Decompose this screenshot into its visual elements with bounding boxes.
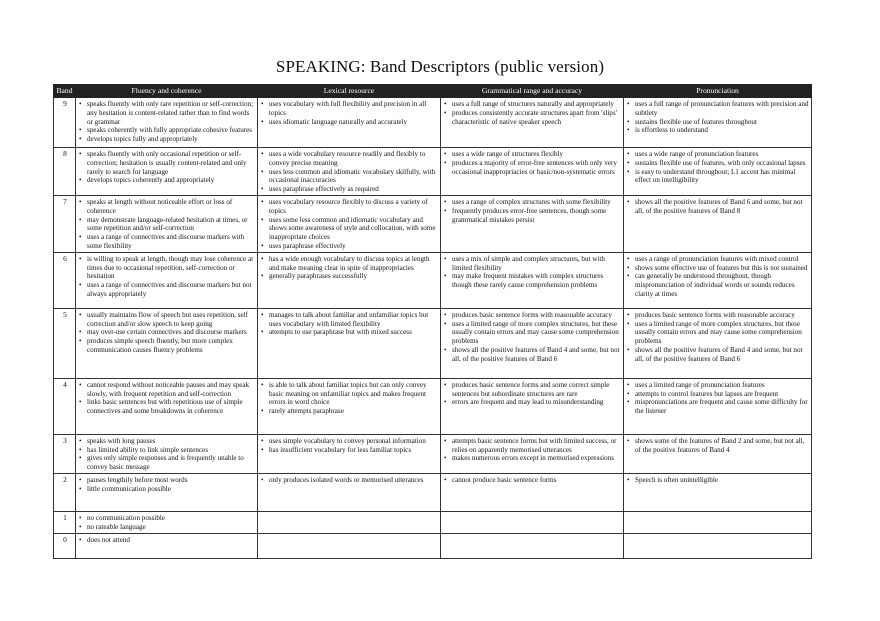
descriptor-item: • produces basic sentence forms with reasonable accuracy <box>444 311 621 320</box>
table-row <box>54 98 812 148</box>
descriptor-item: • is able to talk about familiar topics but can only convey basic meaning on unfamiliar topics and makes frequent errors in word choice <box>261 381 438 407</box>
descriptor-item: • produces basic sentence forms and some correct simple sentences but subordinate structures are rare <box>444 381 621 399</box>
descriptor-item: • generally paraphrases successfully <box>261 272 438 281</box>
descriptor-item: • uses some less common and idiomatic vocabulary and shows some awareness of style and collocation, with some inappropriate choices <box>261 216 438 242</box>
descriptor-item: • is easy to understand throughout; L1 accent has minimal effect on intelligibility <box>627 168 809 186</box>
descriptor-item: • cannot respond without noticeable pauses and may speak slowly, with frequent repetition and self-correction <box>79 381 255 399</box>
cell-grammar <box>441 434 624 473</box>
descriptor-list <box>627 476 809 485</box>
table-body <box>54 98 812 559</box>
cell-fluency <box>76 378 258 434</box>
descriptor-item: • no rateable language <box>79 523 255 532</box>
band-number: 1 <box>54 511 76 533</box>
cell-grammar <box>441 196 624 253</box>
descriptor-list <box>261 150 438 194</box>
descriptor-list <box>627 100 809 135</box>
descriptor-item: • little communication possible <box>79 485 255 494</box>
descriptor-list <box>79 255 255 299</box>
band-descriptors-table <box>53 84 812 559</box>
band-number: 0 <box>54 533 76 558</box>
descriptor-item: • may make frequent mistakes with complex structures though these rarely cause comprehension problems <box>444 272 621 290</box>
cell-fluency <box>76 473 258 511</box>
descriptor-item: • uses simple vocabulary to convey personal information <box>261 437 438 446</box>
descriptor-item: • produces consistently accurate structures apart from 'slips' characteristic of native speaker speech <box>444 109 621 127</box>
descriptor-item: • speaks fluently with only occasional repetition or self-correction; hesitation is usually content-related and only rarely to search for language <box>79 150 255 176</box>
table-row <box>54 252 812 308</box>
band-number: 3 <box>54 434 76 473</box>
descriptor-item: • Speech is often unintelligible <box>627 476 809 485</box>
cell-pronunciation <box>624 378 812 434</box>
descriptor-item: • attempts basic sentence forms but with limited success, or relies on apparently memorised utterances <box>444 437 621 455</box>
descriptor-item: • frequently produces error-free sentences, though some grammatical mistakes persist <box>444 207 621 225</box>
descriptor-item: • uses a wide range of pronunciation features <box>627 150 809 159</box>
table-row <box>54 511 812 533</box>
page-title: SPEAKING: Band Descriptors (public version) <box>275 57 605 76</box>
descriptor-list <box>261 381 438 416</box>
cell-pronunciation <box>624 308 812 378</box>
cell-grammar <box>441 378 624 434</box>
cell-pronunciation <box>624 533 812 558</box>
descriptor-list <box>444 150 621 176</box>
descriptor-item: • uses vocabulary with full flexibility and precision in all topics <box>261 100 438 118</box>
descriptor-list <box>261 476 438 485</box>
descriptor-list <box>79 536 255 545</box>
descriptor-item: • pauses lengthily before most words <box>79 476 255 485</box>
descriptor-item: • shows all the positive features of Band 4 and some, but not all, of the positive features of Band 6 <box>444 346 621 364</box>
cell-fluency <box>76 533 258 558</box>
descriptor-list <box>261 311 438 337</box>
cell-lexical <box>258 308 441 378</box>
descriptor-item: • uses idiomatic language naturally and accurately <box>261 118 438 127</box>
descriptor-item: • uses paraphrase effectively as required <box>261 185 438 194</box>
descriptor-item: • produces basic sentence forms with reasonable accuracy <box>627 311 809 320</box>
cell-pronunciation <box>624 98 812 148</box>
descriptor-list <box>627 198 809 216</box>
cell-pronunciation <box>624 196 812 253</box>
cell-fluency <box>76 98 258 148</box>
band-number: 5 <box>54 308 76 378</box>
descriptor-item: • is effortless to understand <box>627 126 809 135</box>
header-fluency: Fluency and coherence <box>76 85 258 98</box>
descriptor-list <box>79 100 255 144</box>
descriptor-item: • uses less common and idiomatic vocabulary skilfully, with occasional inaccuracies <box>261 168 438 186</box>
descriptor-item: • may demonstrate language-related hesitation at times, or some repetition and/or self-correction <box>79 216 255 234</box>
cell-pronunciation <box>624 511 812 533</box>
band-number: 7 <box>54 196 76 253</box>
descriptor-list <box>627 255 809 299</box>
cell-lexical <box>258 196 441 253</box>
descriptor-item: • uses vocabulary resource flexibly to discuss a variety of topics <box>261 198 438 216</box>
cell-lexical <box>258 378 441 434</box>
descriptor-item: • may over-use certain connectives and discourse markers <box>79 328 255 337</box>
cell-grammar <box>441 473 624 511</box>
cell-lexical <box>258 473 441 511</box>
descriptor-item: • shows some of the features of Band 2 and some, but not all, of the positive features of Band 4 <box>627 437 809 455</box>
table-row <box>54 533 812 558</box>
descriptor-item: • attempts to control features but lapses are frequent <box>627 390 809 399</box>
cell-lexical <box>258 252 441 308</box>
descriptor-list <box>444 476 621 485</box>
cell-fluency <box>76 434 258 473</box>
header-pronunciation: Pronunciation <box>624 85 812 98</box>
descriptor-item: • errors are frequent and may lead to misunderstanding <box>444 398 621 407</box>
descriptor-item: • attempts to use paraphrase but with mixed success <box>261 328 438 337</box>
descriptor-item: • uses a wide vocabulary resource readily and flexibly to convey precise meaning <box>261 150 438 168</box>
header-band: Band <box>54 85 76 98</box>
cell-pronunciation <box>624 148 812 196</box>
cell-grammar <box>441 308 624 378</box>
descriptor-item: • uses a limited range of more complex structures, but these usually contain errors and may cause some comprehension problems <box>444 320 621 346</box>
descriptor-list <box>261 198 438 251</box>
descriptor-list <box>79 150 255 185</box>
descriptor-item: • uses paraphrase effectively <box>261 242 438 251</box>
cell-lexical <box>258 148 441 196</box>
descriptor-item: • rarely attempts paraphrase <box>261 407 438 416</box>
descriptor-item: • sustains flexible use of features, with only occasional lapses <box>627 159 809 168</box>
descriptor-item: • sustains flexible use of features throughout <box>627 118 809 127</box>
descriptor-item: • only produces isolated words or memorised utterances <box>261 476 438 485</box>
descriptor-list <box>627 437 809 455</box>
band-number: 4 <box>54 378 76 434</box>
descriptor-list <box>627 381 809 416</box>
descriptor-list <box>627 311 809 364</box>
descriptor-item: • uses a full range of structures naturally and appropriately <box>444 100 621 109</box>
descriptor-item: • shows some effective use of features but this is not sustained <box>627 264 809 273</box>
descriptor-list <box>444 198 621 224</box>
descriptor-item: • produces simple speech fluently, but more complex communication causes fluency problems <box>79 337 255 355</box>
descriptor-item: • shows all the positive features of Band 4 and some, but not all, of the positive features of Band 6 <box>627 346 809 364</box>
descriptor-item: • speaks fluently with only rare repetition or self-correction; any hesitation is content-related rather than to find words or grammar <box>79 100 255 126</box>
header-grammar: Grammatical range and accuracy <box>441 85 624 98</box>
cell-pronunciation <box>624 434 812 473</box>
descriptor-list <box>79 198 255 251</box>
descriptor-item: • no communication possible <box>79 514 255 523</box>
descriptor-list <box>444 311 621 364</box>
descriptor-item: • usually maintains flow of speech but uses repetition, self correction and/or slow speech to keep going <box>79 311 255 329</box>
descriptor-list <box>444 100 621 126</box>
table-row <box>54 434 812 473</box>
cell-grammar <box>441 511 624 533</box>
descriptor-item: • uses a limited range of pronunciation features <box>627 381 809 390</box>
descriptor-list <box>79 437 255 472</box>
descriptor-item: • cannot produce basic sentence forms <box>444 476 621 485</box>
descriptor-item: • speaks with long pauses <box>79 437 255 446</box>
descriptor-item: • makes numerous errors except in memorised expressions <box>444 454 621 463</box>
band-number: 8 <box>54 148 76 196</box>
cell-lexical <box>258 98 441 148</box>
descriptor-list <box>627 150 809 185</box>
descriptor-list <box>79 381 255 416</box>
table-row <box>54 378 812 434</box>
cell-pronunciation <box>624 252 812 308</box>
descriptor-item: • develops topics coherently and appropriately <box>79 176 255 185</box>
cell-grammar <box>441 98 624 148</box>
descriptor-item: • is willing to speak at length, though may lose coherence at times due to occasional repetition, self-correction or hesitation <box>79 255 255 281</box>
descriptor-item: • mispronunciations are frequent and cause some difficulty for the listener <box>627 398 809 416</box>
descriptor-item: • speaks at length without noticeable effort or loss of coherence <box>79 198 255 216</box>
descriptor-item: • speaks coherently with fully appropriate cohesive features <box>79 126 255 135</box>
descriptor-item: • can generally be understood throughout, though mispronunciation of individual words or sounds reduces clarity at times <box>627 272 809 298</box>
descriptor-item: • links basic sentences but with repetitious use of simple connectives and some breakdowns in coherence <box>79 398 255 416</box>
descriptor-item: • uses a mix of simple and complex structures, but with limited flexibility <box>444 255 621 273</box>
cell-lexical <box>258 511 441 533</box>
descriptor-list <box>444 381 621 407</box>
descriptor-item: • has a wide enough vocabulary to discuss topics at length and make meaning clear in spite of inappropriacies <box>261 255 438 273</box>
descriptor-item: • uses a range of complex structures with some flexibility <box>444 198 621 207</box>
descriptor-item: • uses a full range of pronunciation features with precision and subtlety <box>627 100 809 118</box>
descriptor-list <box>261 437 438 455</box>
descriptor-list <box>79 514 255 532</box>
cell-fluency <box>76 308 258 378</box>
band-number: 2 <box>54 473 76 511</box>
band-number: 6 <box>54 252 76 308</box>
descriptor-item: • uses a wide range of structures flexibly <box>444 150 621 159</box>
table-row <box>54 196 812 253</box>
descriptor-item: • manages to talk about familiar and unfamiliar topics but uses vocabulary with limited flexibility <box>261 311 438 329</box>
cell-pronunciation <box>624 473 812 511</box>
cell-fluency <box>76 196 258 253</box>
table-row <box>54 308 812 378</box>
cell-fluency <box>76 148 258 196</box>
descriptor-item: • uses a limited range of more complex structures, but these usually contain errors and may cause some comprehension problems <box>627 320 809 346</box>
descriptor-item: • does not attend <box>79 536 255 545</box>
descriptor-list <box>261 255 438 281</box>
descriptor-item: • gives only simple responses and is frequently unable to convey basic message <box>79 454 255 472</box>
descriptor-item: • has limited ability to link simple sentences <box>79 446 255 455</box>
header-lexical: Lexical resource <box>258 85 441 98</box>
cell-fluency <box>76 252 258 308</box>
descriptor-item: • uses a range of connectives and discourse markers with some flexibility <box>79 233 255 251</box>
cell-lexical <box>258 434 441 473</box>
descriptor-item: • produces a majority of error-free sentences with only very occasional inappropriacies or basic/non-systematic errors <box>444 159 621 177</box>
table-row <box>54 148 812 196</box>
descriptor-item: • has insufficient vocabulary for less familiar topics <box>261 446 438 455</box>
cell-grammar <box>441 533 624 558</box>
cell-grammar <box>441 252 624 308</box>
descriptor-item: • uses a range of pronunciation features with mixed control <box>627 255 809 264</box>
table-header-row <box>54 85 812 98</box>
descriptor-list <box>444 255 621 290</box>
descriptor-item: • shows all the positive features of Band 6 and some, but not all, of the positive features of Band 8 <box>627 198 809 216</box>
band-number: 9 <box>54 98 76 148</box>
cell-grammar <box>441 148 624 196</box>
descriptor-list <box>79 476 255 494</box>
descriptor-item: • develops topics fully and appropriately <box>79 135 255 144</box>
descriptor-item: • uses a range of connectives and discourse markers but not always appropriately <box>79 281 255 299</box>
descriptor-list <box>444 437 621 463</box>
descriptor-list <box>261 100 438 126</box>
cell-lexical <box>258 533 441 558</box>
cell-fluency <box>76 511 258 533</box>
table-row <box>54 473 812 511</box>
descriptor-list <box>79 311 255 355</box>
